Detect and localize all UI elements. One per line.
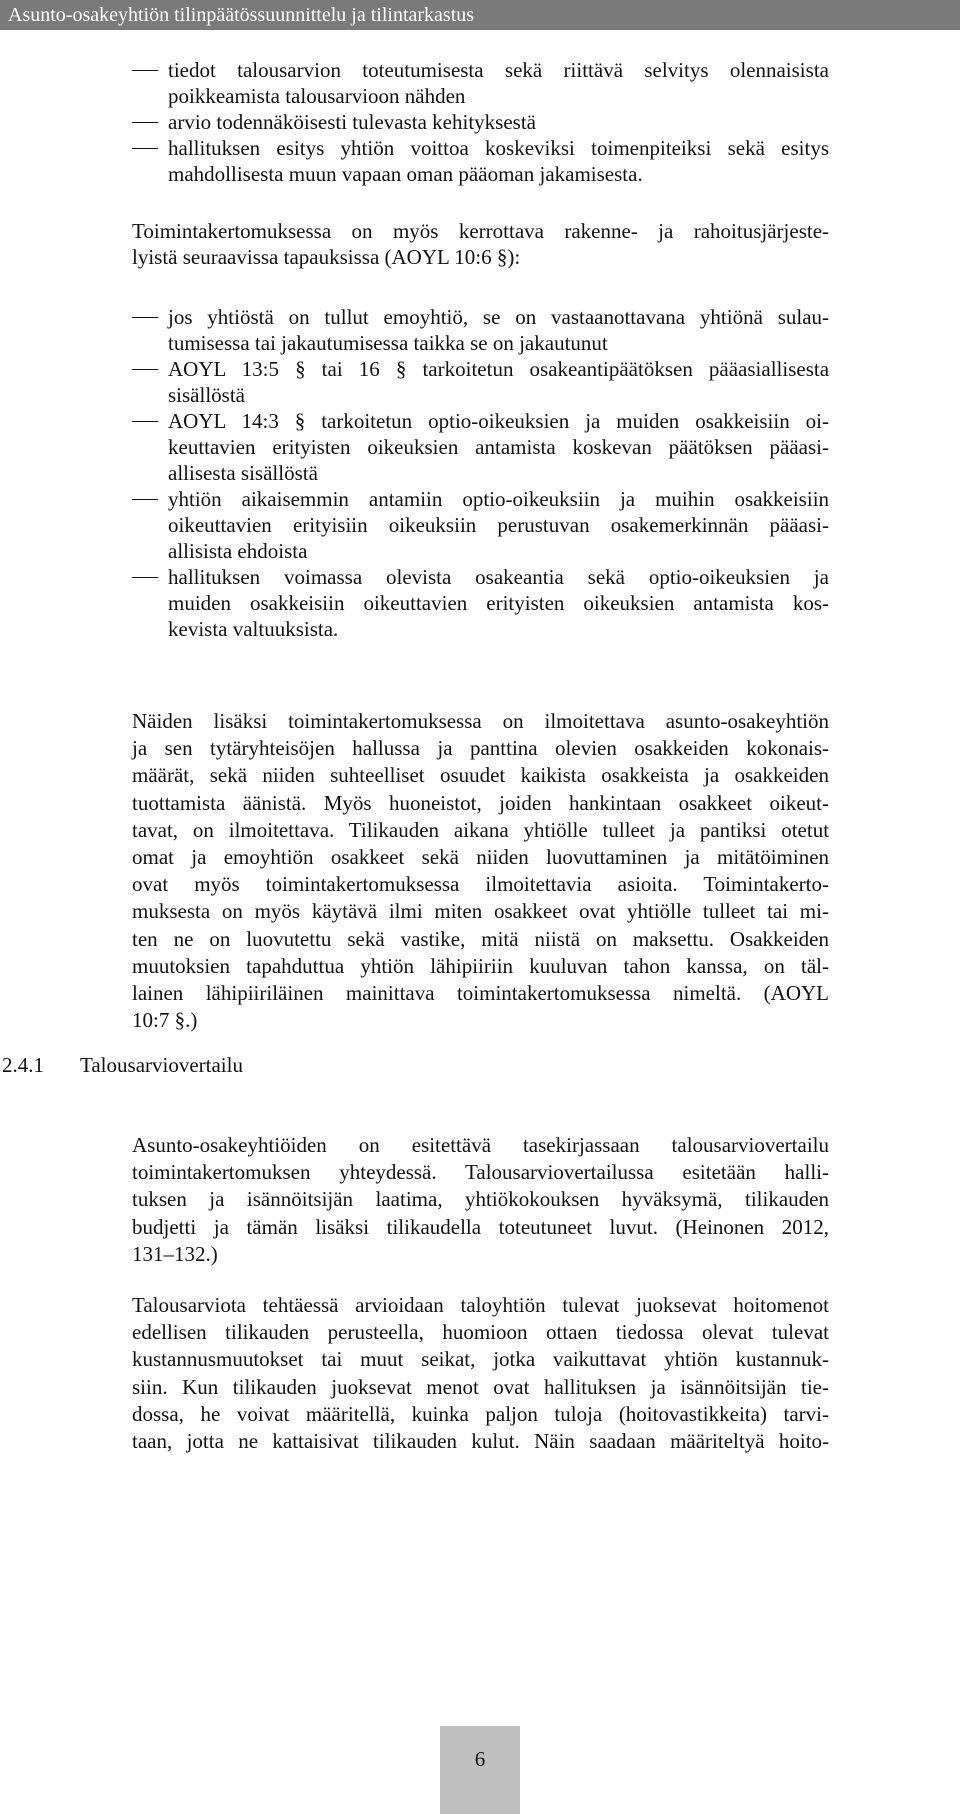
bullet-dash <box>132 317 158 318</box>
bullet-dash <box>132 421 158 422</box>
header-title: Asunto-osakeyhtiön tilinpäätössuunnittelu ja tilintarkastus <box>8 4 475 26</box>
bullet-line: oikeuttavien erityisiin oikeuksiin perustuvan osakemerkinnän pääasi- <box>168 513 829 537</box>
paragraph-line: ja sen tytäryhteisöjen hallussa ja panttina olevien osakkeiden kokonais- <box>132 736 830 761</box>
bullet-line: mahdollisesta muun vapaan oman pääoman jakamisesta. <box>168 162 643 186</box>
paragraph-line: lyistä seuraavissa tapauksissa (AOYL 10:6 §): <box>132 245 521 269</box>
bullet-dash <box>132 122 158 123</box>
paragraph-line: määrät, sekä niiden suhteelliset osuudet kaikista osakkeista ja osakkeiden <box>132 763 829 788</box>
paragraph-line: edellisen tilikauden perusteella, huomioon ottaen tiedossa olevat tulevat <box>132 1320 829 1345</box>
bullet-line: tiedot talousarvion toteutumisesta sekä riittävä selvitys olennaisista <box>168 58 829 82</box>
bullet-line: allisista ehdoista <box>168 539 308 563</box>
paragraph-line: kustannusmuutokset tai muut seikat, jotka vaikuttavat yhtiön kustannuk- <box>132 1347 829 1372</box>
bullet-dash <box>132 499 158 500</box>
bullet-dash <box>132 148 158 149</box>
paragraph-line: omat ja emoyhtiön osakkeet sekä niiden luovuttaminen ja mitätöiminen <box>132 845 830 869</box>
bullet-line: keuttavien erityisten oikeuksien antamista koskevan päätöksen pääasi- <box>168 435 829 459</box>
paragraph-line: 10:7 §.) <box>132 1008 198 1033</box>
bullet-line: AOYL 14:3 § tarkoitetun optio-oikeuksien ja muiden osakkeisiin oi- <box>168 409 829 433</box>
bullet-dash <box>132 577 158 578</box>
page-number-box <box>440 1726 520 1814</box>
paragraph-line: dossa, he voivat määritellä, kuinka paljon tuloja (hoitovastikkeita) tarvi- <box>132 1401 829 1426</box>
paragraph-line: ten ne on luovutettu sekä vastike, mitä niistä on maksettu. Osakkeiden <box>132 926 830 951</box>
paragraph-line: Toimintakertomuksessa on myös kerrottava rakenne- ja rahoitusjärjeste- <box>132 219 830 243</box>
paragraph-line: muksesta on myös käytävä ilmi miten osakkeet ovat yhtiölle tulleet tai mi- <box>132 899 829 924</box>
section-number: 2.4.1 <box>2 1053 44 1077</box>
bullet-dash <box>132 70 158 71</box>
bullet-line: hallituksen voimassa olevista osakeantia sekä optio-oikeuksien ja <box>168 565 829 589</box>
paragraph-line: tavat, on ilmoitettava. Tilikauden aikana yhtiölle tulleet ja pantiksi otetut <box>132 817 830 842</box>
paragraph-line: muutoksien tapahduttua yhtiön lähipiiriin kuuluvan tahon kanssa, on täl- <box>132 953 830 978</box>
bullet-line: arvio todennäköisesti tulevasta kehityksestä <box>168 110 536 134</box>
bullet-line: jos yhtiöstä on tullut emoyhtiö, se on vastaanottavana yhtiönä sulau- <box>168 305 830 329</box>
bullet-line: tumisessa tai jakautumisessa taikka se on jakautunut <box>168 331 608 355</box>
paragraph-line: taan, jotta ne kattaisivat tilikauden kulut. Näin saadaan määriteltyä hoito- <box>132 1429 830 1453</box>
paragraph-line: tuksen ja isännöitsijän laatima, yhtiökokouksen hyväksymä, tilikauden <box>132 1187 829 1212</box>
section-title: Talousarviovertailu <box>80 1053 243 1077</box>
paragraph-line: siin. Kun tilikauden juoksevat menot ovat hallituksen ja isännöitsijän tie- <box>132 1374 829 1399</box>
page-number: 6 <box>474 1747 486 1771</box>
paragraph-line: ovat myös toimintakertomuksessa ilmoitettavia asioita. Toimintakerto- <box>132 872 829 897</box>
bullet-line: muiden osakkeisiin oikeuttavien erityisten oikeuksien antamista kos- <box>168 591 829 615</box>
paragraph-line: Talousarviota tehtäessä arvioidaan taloyhtiön tulevat juoksevat hoitomenot <box>132 1293 829 1317</box>
paragraph-line: lainen lähipiiriläinen mainittava toimintakertomuksessa nimeltä. (AOYL <box>132 981 829 1005</box>
bullet-line: allisesta sisällöstä <box>168 461 318 485</box>
bullet-line: kevista valtuuksista. <box>168 617 339 641</box>
paragraph-line: budjetti ja tämän lisäksi tilikaudella toteutuneet luvut. (Heinonen 2012, <box>132 1214 830 1239</box>
paragraph-line: Asunto-osakeyhtiöiden on esitettävä tasekirjassaan talousarviovertailu <box>132 1133 830 1157</box>
paragraph-line: tuottamista äänistä. Myös huoneistot, joiden hankintaan osakkeet oikeut- <box>132 790 829 815</box>
running-header <box>0 0 960 30</box>
paragraph-line: toimintakertomuksen yhteydessä. Talousarviovertailussa esitetään halli- <box>132 1160 829 1185</box>
bullet-line: poikkeamista talousarvioon nähden <box>168 84 466 108</box>
bullet-line: AOYL 13:5 § tai 16 § tarkoitetun osakeantipäätöksen pääasiallisesta <box>168 357 830 381</box>
paragraph-line: 131–132.) <box>132 1241 218 1266</box>
bullet-line: sisällöstä <box>168 383 245 407</box>
bullet-line: hallituksen esitys yhtiön voittoa koskeviksi toimenpiteiksi sekä esitys <box>168 136 830 160</box>
bullet-line: yhtiön aikaisemmin antamiin optio-oikeuksiin ja muihin osakkeisiin <box>168 487 830 511</box>
bullet-dash <box>132 369 158 370</box>
paragraph-line: Näiden lisäksi toimintakertomuksessa on ilmoitettava asunto-osakeyhtiön <box>132 709 830 733</box>
